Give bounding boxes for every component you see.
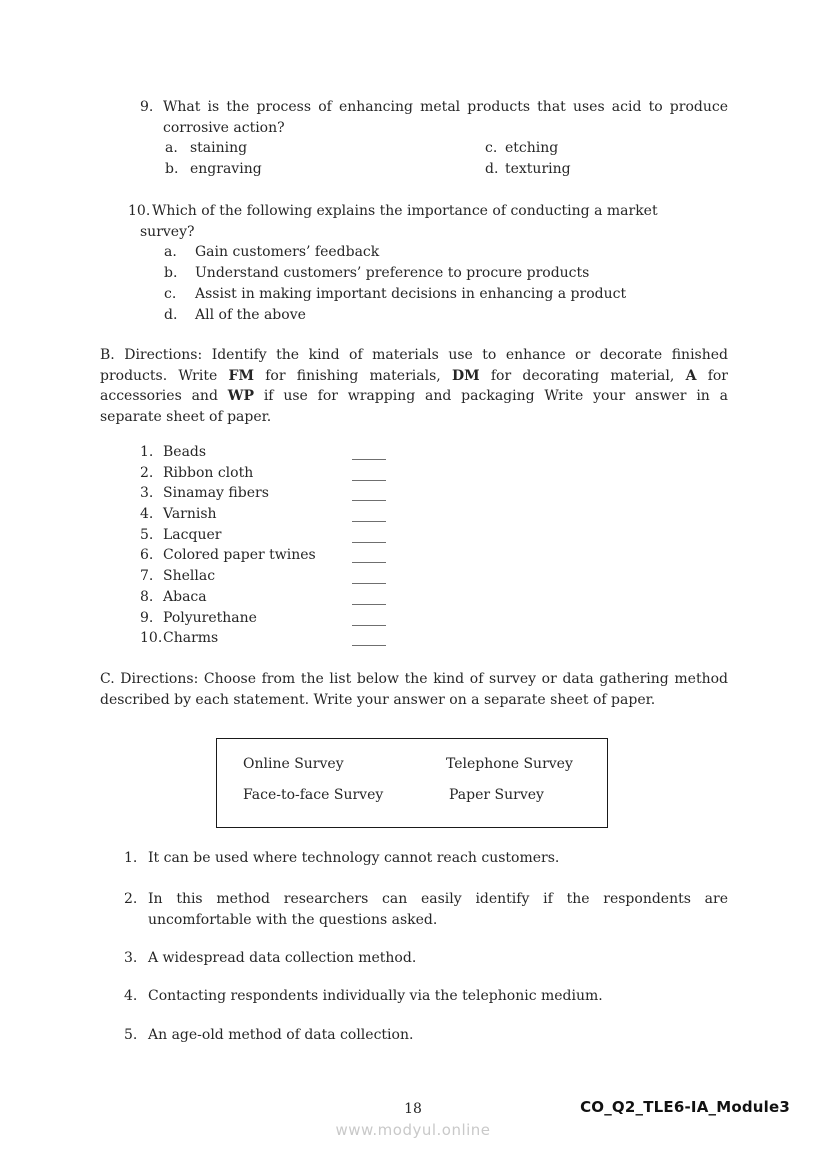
page-number: 18 (404, 1101, 422, 1117)
statement-text: In this method researchers can easily identify if the respondents are (148, 891, 728, 907)
list-item (140, 463, 440, 484)
section-c-directions (100, 669, 728, 710)
item-label: Lacquer (163, 526, 222, 543)
option-d-letter: d. (485, 161, 499, 178)
text-segment: for finishing materials, (253, 367, 452, 384)
text-segment: products. Write (100, 367, 229, 384)
answer-blank (352, 562, 386, 563)
list-item (140, 628, 440, 649)
question-9-number: 9. (140, 99, 154, 115)
item-label: Shellac (163, 568, 216, 585)
item-label: Abaca (163, 588, 207, 605)
item-number: 2. (140, 464, 154, 481)
option-c-text: Assist in making important decisions in enhancing a product (195, 285, 627, 302)
answer-blank (352, 521, 386, 522)
list-item (140, 587, 440, 608)
choice-online-survey: Online Survey (243, 756, 344, 772)
item-number: 4. (140, 506, 154, 523)
option-b-letter: b. (164, 265, 178, 282)
answer-blank (352, 480, 386, 481)
option-b-text: Understand customers’ preference to procure products (195, 265, 590, 282)
survey-choices-box (216, 738, 608, 828)
option-c-letter: c. (164, 285, 177, 302)
statement-text: An age-old method of data collection. (148, 1027, 414, 1043)
item-label: Colored paper twines (163, 547, 316, 564)
option-a-letter: a. (165, 140, 178, 157)
choice-face-to-face-survey: Face-to-face Survey (243, 787, 384, 803)
choice-paper-survey: Paper Survey (449, 787, 544, 803)
module-code: CO_Q2_TLE6-IA_Module3 (580, 1098, 790, 1116)
question-10 (128, 201, 728, 325)
option-b (164, 263, 728, 284)
answer-blank (352, 583, 386, 584)
abbrev-a: A (685, 367, 697, 384)
question-10-number: 10. (128, 203, 151, 219)
statement-text: A widespread data collection method. (148, 950, 417, 966)
statement-line (124, 889, 728, 910)
item-number: 5. (140, 526, 154, 543)
section-b-list (140, 442, 440, 649)
answer-blank (352, 459, 386, 460)
question-9 (140, 97, 728, 180)
section-c-line1: C. Directions: Choose from the list below the kind of survey or data gathering method (100, 671, 728, 687)
statement-line (124, 848, 728, 869)
option-c-text: etching (505, 140, 559, 157)
abbrev-fm: FM (228, 367, 254, 384)
text-segment: if use for wrapping and packaging Write your answer in a (254, 388, 728, 405)
option-d (485, 159, 571, 180)
statement-number: 1. (124, 850, 138, 866)
option-a-text: staining (190, 140, 248, 157)
section-b-line2 (100, 366, 728, 387)
item-number: 7. (140, 568, 154, 585)
question-9-text: What is the process of enhancing metal products that uses acid to produce (163, 99, 728, 115)
option-a (165, 138, 485, 159)
question-10-line2: survey? (140, 223, 195, 240)
section-c-line2: described by each statement. Write your answer on a separate sheet of paper. (100, 691, 656, 708)
item-number: 6. (140, 547, 154, 564)
item-number: 10. (140, 630, 163, 647)
option-a-text: Gain customers’ feedback (195, 244, 380, 261)
list-item (140, 483, 440, 504)
statement-line2: uncomfortable with the questions asked. (148, 911, 438, 928)
item-label: Polyurethane (163, 609, 257, 626)
statement-text: Contacting respondents individually via the telephonic medium. (148, 988, 603, 1004)
question-10-text: Which of the following explains the importance of conducting a market (152, 203, 658, 219)
statement-number: 5. (124, 1027, 138, 1043)
question-10-options (164, 242, 728, 325)
list-item (140, 566, 440, 587)
option-d-letter: d. (164, 306, 178, 323)
statement-4 (124, 986, 728, 1007)
item-label: Varnish (163, 506, 217, 523)
option-d (164, 305, 728, 326)
list-item (140, 545, 440, 566)
choice-telephone-survey: Telephone Survey (446, 756, 573, 772)
text-segment: for decorating material, (479, 367, 686, 384)
question-9-options-left (165, 138, 485, 179)
option-c (485, 138, 571, 159)
statement-line (124, 948, 728, 969)
statement-number: 2. (124, 891, 138, 907)
item-number: 1. (140, 444, 154, 460)
section-b-line1: B. Directions: Identify the kind of materials use to enhance or decorate finished (100, 347, 728, 363)
statement-1 (124, 848, 728, 869)
option-d-text: texturing (505, 161, 571, 178)
statement-3 (124, 948, 728, 969)
statement-number: 3. (124, 950, 138, 966)
item-number: 8. (140, 588, 154, 605)
item-number: 3. (140, 485, 154, 502)
answer-blank (352, 500, 386, 501)
option-c-letter: c. (485, 140, 498, 157)
question-9-options (165, 138, 728, 179)
section-b-line3 (100, 386, 728, 407)
option-d-text: All of the above (195, 306, 306, 323)
option-b (165, 159, 485, 180)
item-number: 9. (140, 609, 154, 626)
question-9-line2: corrosive action? (163, 119, 285, 136)
list-item (140, 608, 440, 629)
watermark: www.modyul.online (335, 1121, 491, 1139)
option-a (164, 242, 728, 263)
section-b-line4: separate sheet of paper. (100, 409, 272, 426)
abbrev-dm: DM (451, 367, 480, 384)
question-9-line1 (140, 97, 728, 118)
text-segment: for (696, 367, 728, 384)
question-9-options-right (485, 138, 571, 179)
option-c (164, 284, 728, 305)
text-segment: accessories and (100, 388, 228, 405)
statement-5 (124, 1025, 728, 1046)
answer-blank (352, 604, 386, 605)
section-b-directions (100, 345, 728, 428)
statement-line (124, 986, 728, 1007)
statement-number: 4. (124, 988, 138, 1004)
item-label: Ribbon cloth (163, 464, 254, 481)
option-b-letter: b. (165, 161, 179, 178)
statement-text: It can be used where technology cannot reach customers. (148, 850, 560, 866)
statement-line (124, 1025, 728, 1046)
list-item (140, 504, 440, 525)
answer-blank (352, 542, 386, 543)
list-item (140, 442, 440, 463)
item-label: Sinamay fibers (163, 485, 269, 502)
list-item (140, 525, 440, 546)
option-a-letter: a. (164, 244, 177, 261)
item-label: Charms (163, 630, 219, 647)
answer-blank (352, 625, 386, 626)
question-10-line1 (128, 201, 728, 222)
option-b-text: engraving (190, 161, 262, 178)
abbrev-wp: WP (227, 388, 254, 405)
answer-blank (352, 645, 386, 646)
statement-2 (124, 889, 728, 930)
item-label: Beads (163, 444, 207, 460)
